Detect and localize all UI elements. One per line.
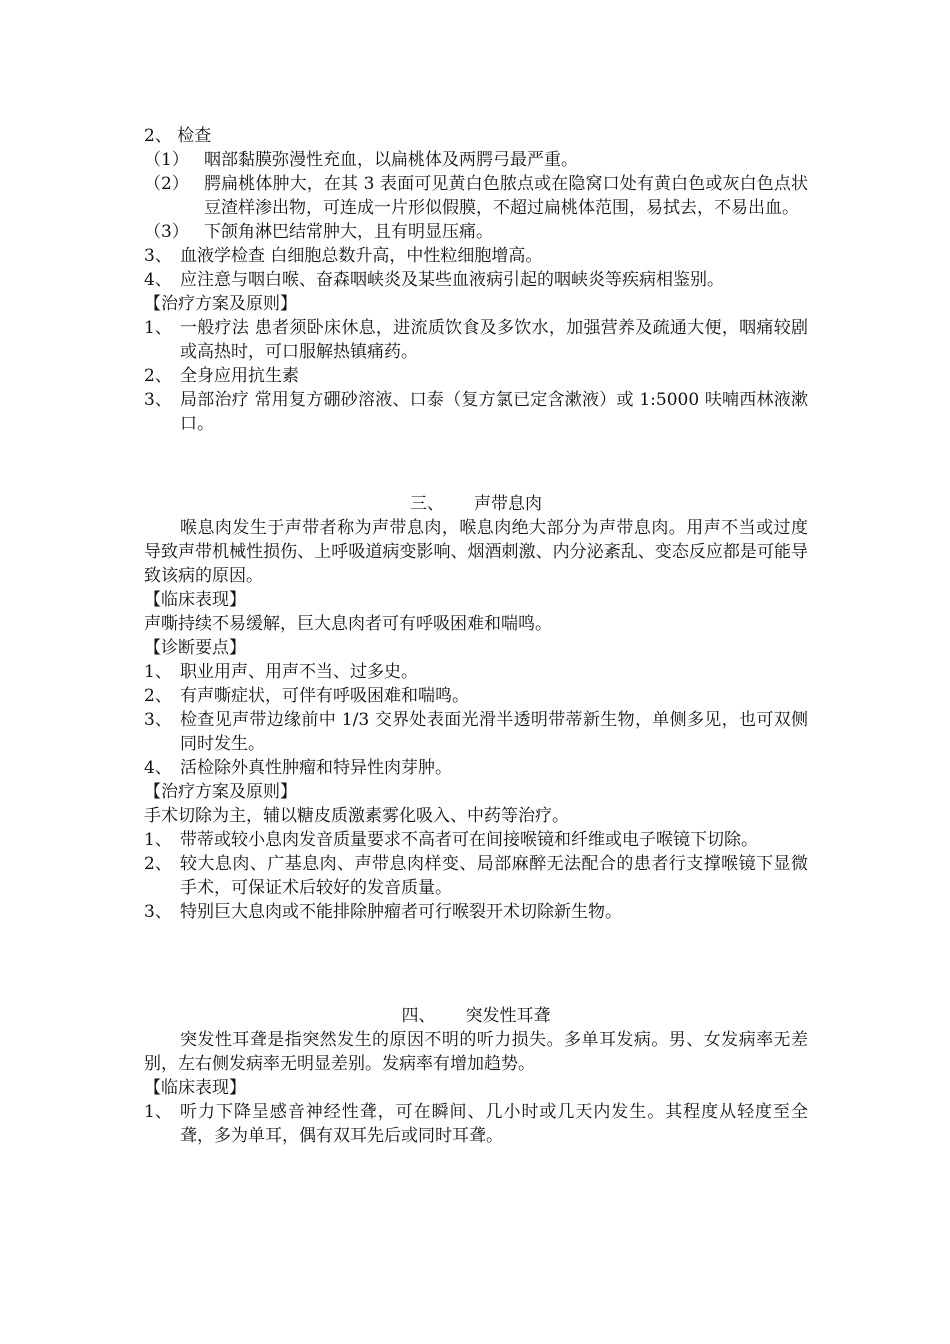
list-item bbox=[144, 684, 808, 708]
item-number: 1、 bbox=[144, 318, 172, 338]
item-text: 全身应用抗生素 bbox=[180, 366, 299, 386]
treatment-heading: 【治疗方案及原则】 bbox=[144, 782, 297, 802]
item-number: 4、 bbox=[144, 758, 172, 778]
list-item bbox=[144, 220, 808, 244]
list-item bbox=[144, 828, 808, 852]
item-number: 3、 bbox=[144, 902, 172, 922]
list-item bbox=[144, 148, 808, 172]
section-heading bbox=[144, 492, 808, 516]
item-number: 3、 bbox=[144, 390, 172, 410]
item-text: 听力下降呈感音神经性聋，可在瞬间、几小时或几天内发生。其程度从轻度至全聋，多为单耳，偶有双耳先后或同时耳聋。 bbox=[180, 1102, 808, 1146]
item-text: 活检除外真性肿瘤和特异性肉芽肿。 bbox=[180, 758, 452, 778]
section-spacer bbox=[144, 436, 808, 492]
list-item bbox=[144, 900, 808, 924]
item-text: 职业用声、用声不当、过多史。 bbox=[180, 662, 418, 682]
section-number: 三、 bbox=[410, 494, 444, 514]
list-item bbox=[144, 708, 808, 756]
item-text: 下颌角淋巴结常肿大，且有明显压痛。 bbox=[204, 222, 493, 242]
clinical-heading: 【临床表现】 bbox=[144, 1078, 246, 1098]
item-text: 特别巨大息肉或不能排除肿瘤者可行喉裂开术切除新生物。 bbox=[180, 902, 622, 922]
clinical-text: 声嘶持续不易缓解，巨大息肉者可有呼吸困难和喘鸣。 bbox=[144, 614, 552, 634]
list-item bbox=[144, 756, 808, 780]
item-text: 有声嘶症状，可伴有呼吸困难和喘鸣。 bbox=[180, 686, 469, 706]
section-heading bbox=[144, 1004, 808, 1028]
list-item bbox=[144, 244, 808, 268]
check-title: 2、 检查 bbox=[144, 126, 212, 146]
item-text: 应注意与咽白喉、奋森咽峡炎及某些血液病引起的咽峡炎等疾病相鉴别。 bbox=[180, 270, 724, 290]
clinical-heading: 【临床表现】 bbox=[144, 590, 246, 610]
item-number: 1、 bbox=[144, 1102, 172, 1122]
item-text: 一般疗法 患者须卧床休息，进流质饮食及多饮水，加强营养及疏通大便，咽痛较剧或高热时，可口服解热镇痛药。 bbox=[180, 318, 808, 362]
list-item bbox=[144, 388, 808, 436]
list-item bbox=[144, 852, 808, 900]
list-item bbox=[144, 364, 808, 388]
item-number: （2） bbox=[144, 174, 189, 194]
section-title: 声带息肉 bbox=[474, 494, 542, 514]
item-text: 较大息肉、广基息肉、声带息肉样变、局部麻醉无法配合的患者行支撑喉镜下显微手术，可保证术后较好的发音质量。 bbox=[180, 854, 808, 898]
item-text: 血液学检查 白细胞总数升高，中性粒细胞增高。 bbox=[180, 246, 543, 266]
section-title: 突发性耳聋 bbox=[465, 1006, 551, 1026]
item-number: 1、 bbox=[144, 830, 172, 850]
item-text: 局部治疗 常用复方硼砂溶液、口泰（复方氯已定含漱液）或 1:5000 呋喃西林液漱口。 bbox=[180, 390, 808, 434]
section-intro: 突发性耳聋是指突然发生的原因不明的听力损失。多单耳发病。男、女发病率无差别，左右侧发病率无明显差别。发病率有增加趋势。 bbox=[144, 1030, 808, 1074]
document-body bbox=[144, 124, 808, 1148]
item-number: 2、 bbox=[144, 854, 172, 874]
section-intro: 喉息肉发生于声带者称为声带息肉，喉息肉绝大部分为声带息肉。用声不当或过度导致声带机械性损伤、上呼吸道病变影响、烟酒刺激、内分泌紊乱、变态反应都是可能导致该病的原因。 bbox=[144, 518, 808, 586]
item-number: （3） bbox=[144, 222, 189, 242]
item-text: 咽部黏膜弥漫性充血，以扁桃体及两腭弓最严重。 bbox=[204, 150, 578, 170]
list-item bbox=[144, 660, 808, 684]
item-number: 4、 bbox=[144, 270, 172, 290]
item-text: 带蒂或较小息肉发音质量要求不高者可在间接喉镜和纤维或电子喉镜下切除。 bbox=[180, 830, 758, 850]
list-item bbox=[144, 268, 808, 292]
item-number: 3、 bbox=[144, 246, 172, 266]
item-number: 3、 bbox=[144, 710, 172, 730]
list-item bbox=[144, 1100, 808, 1148]
treatment-intro: 手术切除为主，辅以糖皮质激素雾化吸入、中药等治疗。 bbox=[144, 806, 569, 826]
treatment-heading: 【治疗方案及原则】 bbox=[144, 294, 297, 314]
section-spacer bbox=[144, 924, 808, 1004]
list-item bbox=[144, 172, 808, 220]
list-item bbox=[144, 316, 808, 364]
diagnosis-heading: 【诊断要点】 bbox=[144, 638, 246, 658]
item-number: 2、 bbox=[144, 686, 172, 706]
item-number: 1、 bbox=[144, 662, 172, 682]
item-text: 腭扁桃体肿大，在其 3 表面可见黄白色脓点或在隐窝口处有黄白色或灰白色点状豆渣样渗出物，可连成一片形似假膜，不超过扁桃体范围，易拭去，不易出血。 bbox=[204, 174, 808, 218]
item-number: 2、 bbox=[144, 366, 172, 386]
item-text: 检查见声带边缘前中 1/3 交界处表面光滑半透明带蒂新生物，单侧多见，也可双侧同时发生。 bbox=[180, 710, 808, 754]
item-number: （1） bbox=[144, 150, 189, 170]
section-number: 四、 bbox=[401, 1006, 436, 1026]
